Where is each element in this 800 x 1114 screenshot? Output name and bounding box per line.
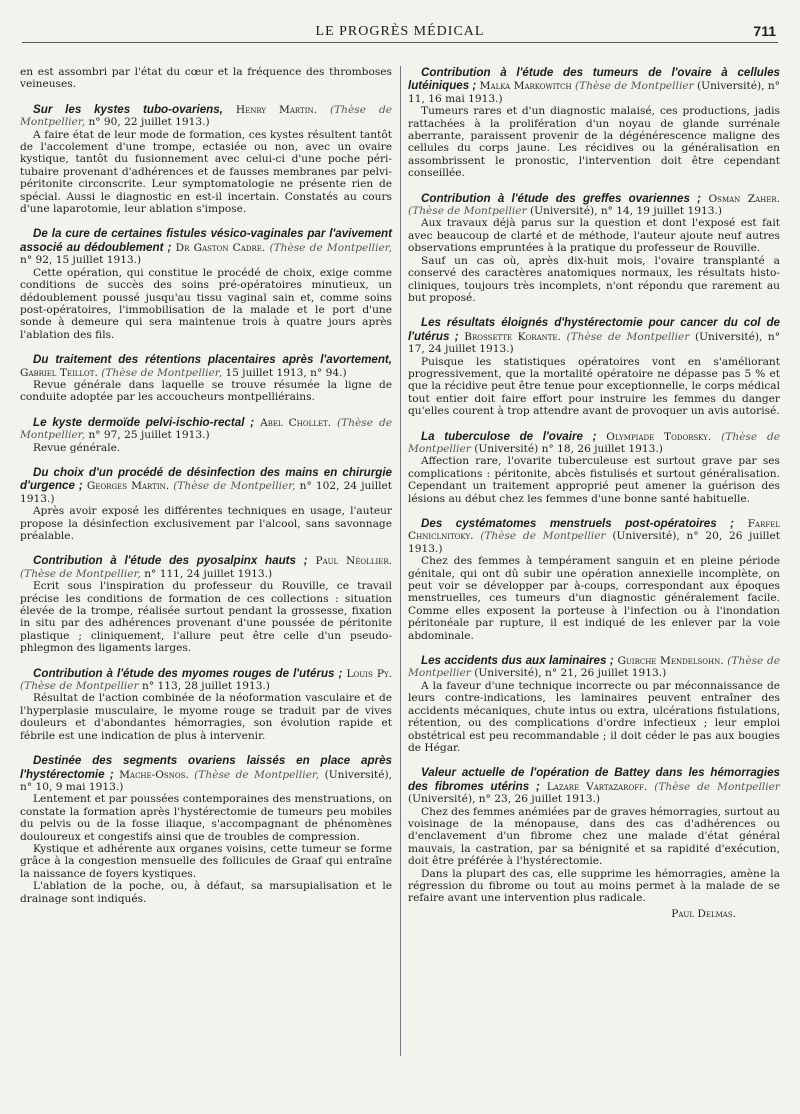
entry-heading [20,353,392,379]
page-number: 711 [753,23,776,39]
entry-author: Henry Martin. [235,103,317,116]
entry-heading [20,466,392,505]
entry-reference: 15 juillet 1913, n° 94.) [225,366,347,379]
entry-paragraph: Revue générale. [33,441,121,454]
entry-title: Contribution à l'étude des tumeurs de l'ovaire à cellules lutéiniques ; [408,66,780,93]
entry-author: Malka Markowitch [479,80,572,93]
journal-title: LE PROGRÈS MÉDICAL [315,24,485,39]
review-entry [20,103,392,216]
entry-reference: (Université), n° 10, 9 mai 1913.) [20,768,393,793]
entry-source: (Thèse de Montpellier [408,655,780,680]
review-entry [20,754,392,905]
review-entry [20,466,392,542]
entry-reference: (Université), n° 17, 24 juillet 1913.) [408,330,781,356]
entry-author: Farfel Chniclnitoky. [408,518,780,543]
entry-source: (Thèse de Montpellier [408,430,780,455]
entry-paragraph: A faire état de leur mode de formation, ces kystes résultent tantôt de l'accolement d'une trompe, ectasiée ou non, avec un ovaire kystique, tantôt du fusionnement avec celui-ci d'une poche péri-tubaire provenant d'adhérences et de fausses membranes par pelvi-péritonite circonscrite. Leur symptomatologie ne présente rien de spécial. Aussi le diagnostic en est-il incertain. Constatés au cours d'une laparotomie, leur ablation s'impose. [20,128,392,216]
entry-paragraph: Affection rare, l'ovarite tuberculeuse est surtout grave par ses complications : péritonite, abcès fistulisés et surtout généralisation. Cependant un traitement approprié peut amener la guérison des lésions au début chez les femmes d'une bonne santé habituelle. [408,455,780,505]
entry-title: Destinée des segments ovariens laissés en place après l'hystérectomie ; [20,754,392,781]
entry-paragraph: Chez des femmes à tempérament sanguin et en pleine période génitale, qui ont dû subir une opération annexielle incomplète, on peut voir se développer par à-coups, correspondant aux époques menstruelles, ces tumeurs d'un diagnostic généralement facile. Comme elles exposent la porteuse à l'infection ou à l'inondation péritonéale par rupture, il est indiqué de les enlever par la voie abdominale. [408,555,780,642]
review-entry [20,667,392,742]
entry-author: Gabriel Teillot. [20,366,98,379]
entry-paragraph: Kystique et adhérente aux organes voisins, cette tumeur se forme grâce à la congestion mensuelle des follicules de Graaf qui entraîne la naissance de foyers kystiques. [20,842,392,880]
entry-source: (Thèse de Montpellier [654,780,780,793]
entry-heading [20,103,392,129]
entry-paragraph: L'ablation de la poche, ou, à défaut, sa marsupialisation et le drainage sont indiqués. [20,880,392,905]
right-column [408,66,780,920]
left-column [20,66,392,905]
entry-heading [408,766,780,805]
running-header [22,20,778,43]
entry-title: Contribution à l'étude des greffes ovariennes ; [421,191,702,205]
entry-title: Du traitement des rétentions placentaires après l'avortement, [33,353,392,367]
entry-source: (Thèse de Montpellier, [269,241,392,254]
entry-reference: n° 102, 24 juillet 1913.) [20,480,393,505]
entry-heading [20,667,392,693]
entry-reference: (Université), n° 20, 26 juillet 1913.) [408,530,780,555]
entry-title: Des cystématomes menstruels post-opératoires ; [421,517,735,530]
entry-author: Brossette Korante. [464,330,561,343]
entry-reference: (Université), n° 11, 16 mai 1913.) [408,80,780,105]
entry-paragraph: Cette opération, qui constitue le procédé de choix, exige comme conditions de succès des soins pré-opératoires minutieux, un dédoublement poussé jusqu'au tissu vaginal sain et, comme soins post-opératoires, l'immobilisation de la malade et le port d'une sonde à demeure qui sera maintenue trois à quatre jours après l'ablation des fils. [20,266,392,341]
entry-heading [408,66,780,105]
entry-paragraph: Aux travaux déjà parus sur la question et dont l'exposé est fait avec beaucoup de clarté et de méthode, l'auteur ajoute neuf autres observations empruntées à la pratique du professeur de Rouville. [408,217,780,255]
review-entry [20,227,392,341]
entry-source: (Thèse de Montpellier [408,205,527,218]
review-entry [20,554,392,654]
entry-author: Lazare Vartazaroff. [546,780,648,793]
entry-title: Le kyste dermoïde pelvi-ischio-rectal ; [33,415,255,429]
entry-heading [20,416,392,442]
entry-heading [408,654,780,680]
entry-heading [408,430,780,456]
review-entry [408,192,780,305]
entry-reference: (Université), n° 21, 26 juillet 1913.) [474,667,667,680]
entry-source: (Thèse de Montpellier, [20,416,393,442]
entry-reference: n° 113, 28 juillet 1913.) [142,680,270,693]
entry-reference: n° 90, 22 juillet 1913.) [88,116,210,129]
entry-author: Louis Py. [346,667,392,680]
entry-author: Dr Gaston Cadre. [175,241,266,254]
review-entry [408,766,780,904]
entry-paragraph: Ecrit sous l'inspiration du professeur du Rouville, ce travail précise les conditions de formation de ces collections : situation élevée de la trompe, réalisée surtout pendant la grossesse, fixation in situ par des adhérences provenant d'une poussée de péritonite plastique ; cliniquement, l'allure peut être celle d'un pseudo-phlegmon des ligaments larges. [20,580,392,655]
review-entry [20,416,392,454]
entry-source: (Thèse de Montpellier [575,80,694,93]
entry-paragraph: Chez des femmes anémiées par de graves hémorragies, surtout au voisinage de la ménopause, dans des cas d'adhérences ou d'enclavement d'un fibrome chez une malade d'état général mauvais, la castration, par sa bénignité et sa rapidité d'exécution, doit être préférée à l'hystérectomie. [408,805,780,868]
entry-author: Osman Zaher. [708,192,780,205]
entry-paragraph: Lentement et par poussées contemporaines des menstruations, on constate la formation après l'hystérectomie de tumeurs peu mobiles du pelvis ou de la fosse iliaque, s'accompagnant de phénomènes douloureux et congestifs ainsi que de troubles de compression. [20,793,392,843]
entry-paragraph: A la faveur d'une technique incorrecte ou par méconnaissance de leurs contre-indications, les laminaires peuvent entraîner des accidents mécaniques, chute intus ou extra, ulcérations fistulations, rétention, ou des complications d'ordre infectieux ; leur emploi obstétrical est peu recommandable ; il doit céder le pas aux bougies de Hégar. [408,679,780,754]
entry-reference: (Université), n° 14, 19 juillet 1913.) [530,205,723,218]
entry-paragraph: Puisque les statistiques opératoires vont en s'améliorant progressivement, que la mortalité opératoire ne dépasse pas 5 % et que la récidive peut être tenue pour exceptionnelle, le corps médical tout entier doit faire effort pour instruire les femmes du danger qu'elles courent à trop attendre avant de provoquer un avis autorisé. [408,355,780,418]
review-entry [408,66,780,180]
entry-title: Contribution à l'étude des myomes rouges de l'utérus ; [33,666,343,680]
entry-reference: n° 92, 15 juillet 1913.) [20,254,142,267]
entry-author: Paul Néollier. [315,555,392,568]
entry-source: (Thèse de Montpellier, [20,103,393,129]
author-signature: Paul Delmas. [671,907,736,920]
entry-heading [20,227,392,266]
entry-heading [20,754,392,793]
entry-heading [408,192,780,218]
review-entry [408,654,780,754]
entry-title: Sur les kystes tubo-ovariens, [33,102,223,116]
entry-title: Du choix d'un procédé de désinfection des mains en chirurgie d'urgence ; [20,465,392,493]
entry-source: (Thèse de Montpellier [20,680,139,693]
entry-reference: (Université) n° 18, 26 juillet 1913.) [474,442,663,455]
entry-title: De la cure de certaines fistules vésico-vaginales par l'avivement associé au dédoublement ; [20,227,392,254]
entry-author: Olympiade Todorsky. [606,430,712,443]
column-divider [400,66,401,1056]
entry-heading [20,554,392,580]
entry-paragraph: Revue générale dans laquelle se trouve résumée la ligne de conduite adoptée par les accoucheurs montpelliérains. [20,378,392,404]
entry-reference: (Université), n° 23, 26 juillet 1913.) [408,793,600,806]
entry-paragraph: Après avoir exposé les différentes techniques en usage, l'auteur propose la désinfection exclusivement par l'alcool, sans savonnage préalable. [20,505,392,542]
entry-source: (Thèse de Montpellier [480,530,606,543]
entry-title: Les accidents dus aux laminaires ; [421,654,614,668]
review-entry [408,430,780,505]
entry-source: (Thèse de Montpellier, [101,366,223,379]
entry-heading [408,316,780,355]
entry-paragraph: Tumeurs rares et d'un diagnostic malaisé, ces productions, jadis rattachées à la prolifération d'un noyau de glande surrénale aberrante, paraissent provenir de la dégénérescence maligne des cellules du corps jaune. Les récidives ou la généralisation en assombrissent le pronostic, l'intervention doit être cependant conseillée. [408,105,780,180]
entry-author: Georges Martin. [86,480,170,493]
entry-author: Guirche Mendelsohn. [617,655,724,668]
review-entry [408,517,780,642]
entry-paragraph: Résultat de l'action combinée de la néoformation vasculaire et de l'hyperplasie musculaire, le myome rouge se traduit par de vives douleurs et d'abondantes hémorragies, son évolution rapide et fébrile est une indication de plus à intervenir. [20,692,392,742]
entry-title: Contribution à l'étude des pyosalpinx hauts ; [33,554,308,568]
entry-source: (Thèse de Montpellier, [173,480,296,493]
entry-source: (Thèse de Montpellier [566,330,690,343]
entry-source: (Thèse de Montpellier, [194,768,320,781]
entry-title: La tuberculose de l'ovaire ; [421,429,597,443]
entry-source: (Thèse de Montpellier, [20,567,141,580]
entry-reference: n° 111, 24 juillet 1913.) [144,567,273,580]
entry-paragraph: Dans la plupart des cas, elle supprime les hémorragies, amène la régression du fibrome ou tout au moins permet à la malade de se refaire avant une intervention plus radicale. [408,867,780,905]
entry-reference: n° 97, 25 juillet 1913.) [88,429,210,442]
entry-heading [408,517,780,555]
entry-paragraph: Sauf un cas où, après dix-huit mois, l'ovaire transplanté a conservé des caractères anatomiques normaux, les résultats histo-cliniques, toujours très incomplets, n'ont répondu que rarement au but proposé. [408,254,780,304]
review-entry [20,353,392,404]
continuation-text: en est assombri par l'état du cœur et la fréquence des thromboses veineuses. [20,66,392,91]
entry-author: Abel Chollet. [260,416,332,429]
entry-title: Les résultats éloignés d'hystérectomie pour cancer du col de l'utérus ; [408,316,780,343]
entry-author: Mache-Osnos. [119,768,189,781]
entry-title: Valeur actuelle de l'opération de Battey dans les hémorragies des fibromes utérins ; [408,766,780,793]
review-entry [408,316,780,417]
